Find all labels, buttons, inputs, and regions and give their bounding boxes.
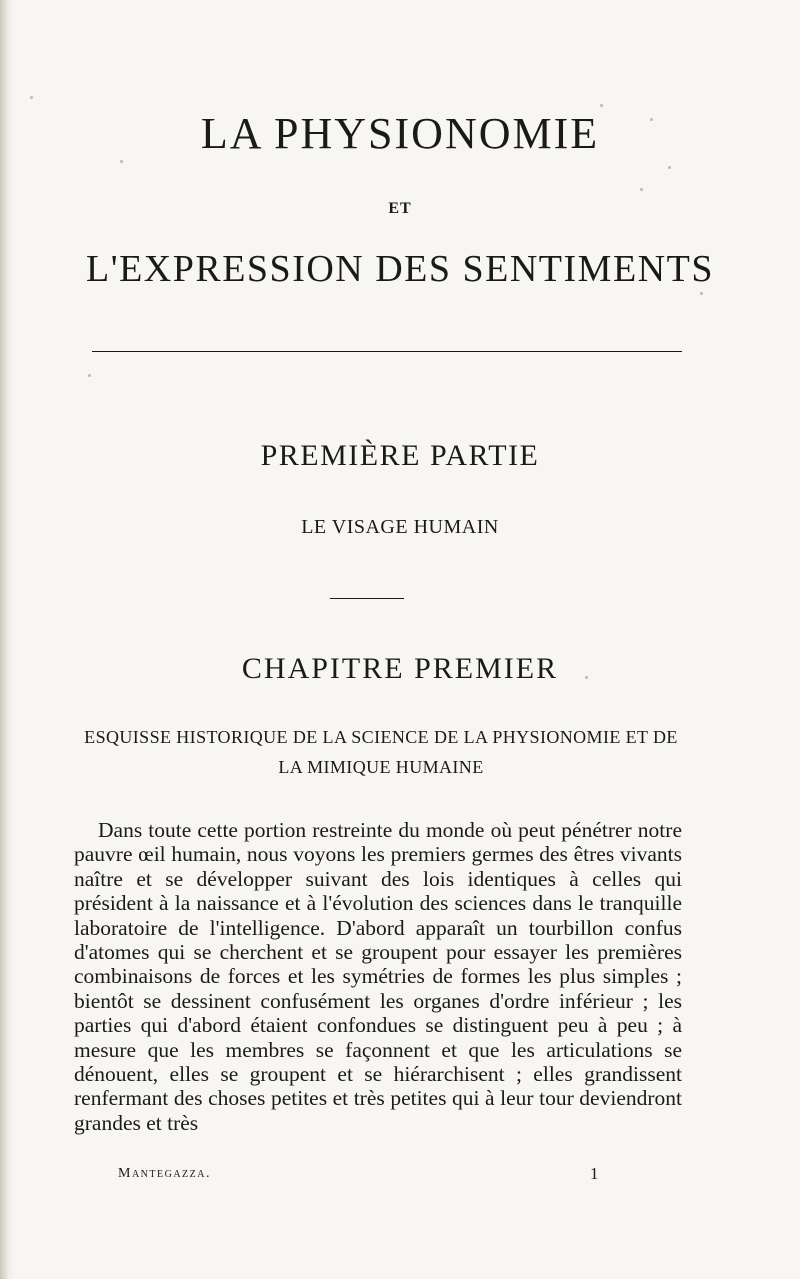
print-speck <box>668 166 671 169</box>
part-title: PREMIÈRE PARTIE <box>260 439 540 472</box>
print-speck <box>640 188 643 191</box>
page-edge-shadow <box>0 0 14 1279</box>
footer-sheet-signature: 1 <box>590 1164 599 1183</box>
print-speck <box>30 96 33 99</box>
title-divider-rule <box>92 351 682 352</box>
title-conjunction: ET <box>388 200 412 217</box>
book-subtitle: L'EXPRESSION DES SENTIMENTS <box>86 248 714 290</box>
print-speck <box>700 292 703 295</box>
chapter-summary: ESQUISSE HISTORIQUE DE LA SCIENCE DE LA PHYSIONOMIE ET DE LA MIMIQUE HUMAINE <box>84 727 678 777</box>
section-divider-rule <box>330 598 404 599</box>
book-title: LA PHYSIONOMIE <box>200 109 600 158</box>
body-paragraph: Dans toute cette portion restreinte du monde où peut pénétrer notre pauvre œil humain, nous voyons les premiers germes des êtres vivants naître et se développer suivant des lois identiques à celles qui président à la naissance et à l'évolution des sciences dans le tranquille laboratoire de l'intelligence. D'abord apparaît un tourbillon confus d'atomes qui se cherchent et se groupent pour essayer les premières combinaisons de forces et les symétries de formes les plus simples ; bientôt se dessinent confusément les organes d'ordre inférieur ; les parties qui d'abord étaient confondues se distinguent peu à peu ; à mesure que les membres se façonnent et que les articulations se dénouent, elles se groupent et se hiérarchisent ; elles grandissent renfermant des choses petites et très petites qui à leur tour deviendront grandes et très <box>74 818 682 1135</box>
print-speck <box>600 104 603 107</box>
part-subtitle: LE VISAGE HUMAIN <box>301 516 499 538</box>
print-speck <box>88 374 91 377</box>
print-speck <box>120 160 123 163</box>
chapter-title: CHAPITRE PREMIER <box>241 652 559 685</box>
footer-author-signature: Mantegazza. <box>118 1166 211 1181</box>
